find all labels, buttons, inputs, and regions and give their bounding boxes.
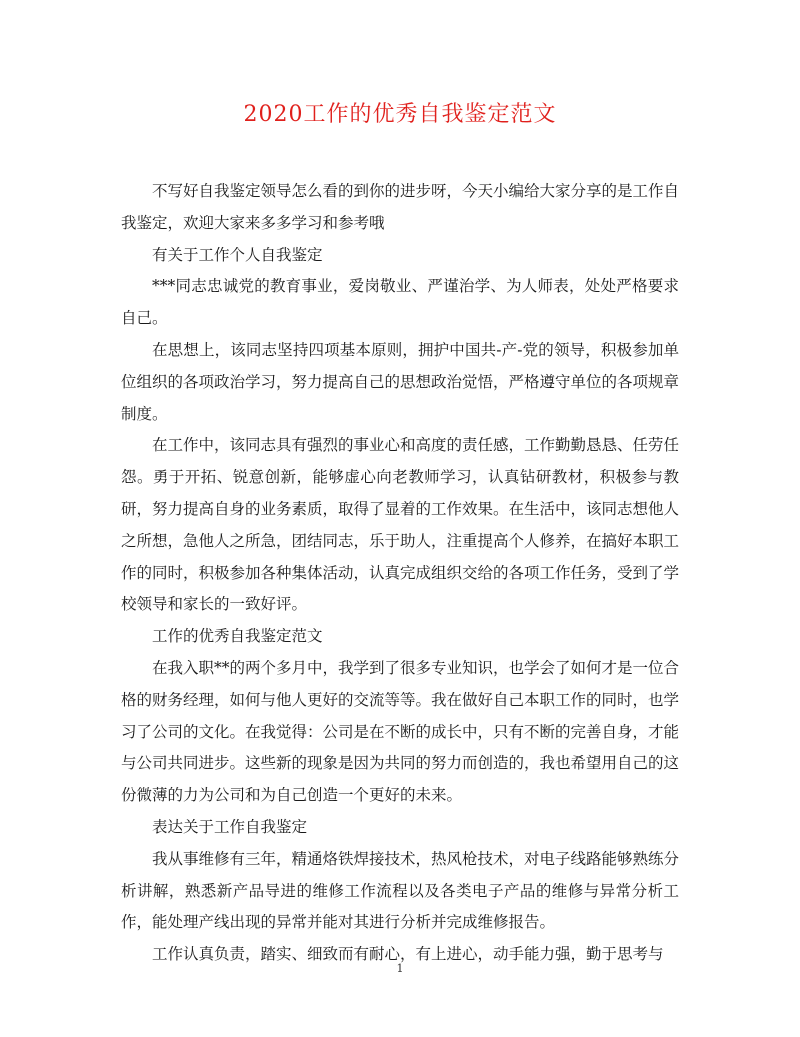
intro-paragraph: 不写好自我鉴定领导怎么看的到你的进步呀，今天小编给大家分享的是工作自我鉴定，欢迎大家来多多学习和参考哦 <box>121 182 680 232</box>
body-paragraph: 工作认真负责，踏实、细致而有耐心，有上进心，动手能力强，勤于思考与 <box>152 945 664 964</box>
section-heading-excellent: 工作的优秀自我鉴定范文 <box>152 627 323 646</box>
document-title: 2020工作的优秀自我鉴定范文 <box>243 102 557 127</box>
body-paragraph: ***同志忠诚党的教育事业，爱岗敬业、严谨治学、为人师表，处处严格要求自己。 <box>121 277 679 328</box>
page-number: 1 <box>396 962 404 975</box>
section-heading-expression: 表达关于工作自我鉴定 <box>152 817 308 836</box>
body-paragraph: 我从事维修有三年，精通烙铁焊接技术，热风枪技术，对电子线路能够熟练分析讲解，熟悉新产品导进的维修工作流程以及各类电子产品的维修与异常分析工作，能处理产线出现的异常并能对其进行分析并完成维修报告。 <box>121 849 680 932</box>
body-paragraph: 在思想上，该同志坚持四项基本原则，拥护中国共-产-党的领导，积极参加单位组织的各项政治学习，努力提高自己的思想政治觉悟，严格遵守单位的各项规章制度。 <box>121 340 680 423</box>
body-paragraph: 在我入职**的两个多月中，我学到了很多专业知识，也学会了如何才是一位合格的财务经理，如何与他人更好的交流等等。我在做好自己本职工作的同时，也学习了公司的文化。在我觉得：公司是在不断的成长中，只有不断的完善自身，才能与公司共同进步。这些新的现象是因为共同的努力而创造的，我也希望用自己的这份微薄的力为公司和为自己创造一个更好的未来。 <box>121 658 680 805</box>
document-body <box>121 176 679 971</box>
body-paragraph: 在工作中，该同志具有强烈的事业心和高度的责任感，工作勤勤恳恳、任劳任怨。勇于开拓、锐意创新，能够虚心向老教师学习，认真钻研教材，积极参与教研，努力提高自身的业务素质，取得了显着的工作效果。在生活中，该同志想他人之所想，急他人之所急，团结同志，乐于助人，注重提高个人修养，在搞好本职工作的同时，积极参加各种集体活动，认真完成组织交给的各项工作任务，受到了学校领导和家长的一致好评。 <box>121 436 680 614</box>
section-heading-personal: 有关于工作个人自我鉴定 <box>152 245 323 264</box>
